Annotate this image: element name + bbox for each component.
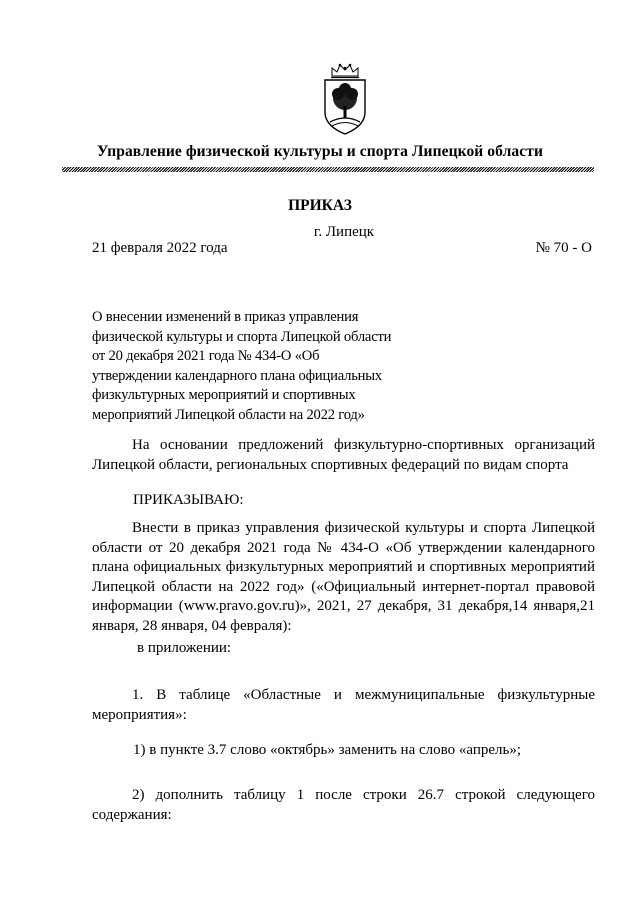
order-heading: ПРИКАЗЫВАЮ:	[133, 492, 244, 508]
organization-name: Управление физической культуры и спорта Липецкой области	[97, 143, 543, 160]
in-appendix-line: в приложении:	[137, 640, 232, 656]
amendment-paragraph: Внести в приказ управления физической культуры и спорта Липецкой области от 20 декабря 2021 года № 434-О «Об утверждении календарного плана официальных физкультурных мероприятий и спортивных мероприятий Липецкой области на 2022 год» («Официальный интернет-портал правовой информации (www.pravo.gov.ru)», 2021, 27 декабря, 31 декабря,14 января,21 января, 28 января, 04 февраля):	[92, 520, 595, 634]
document-number: № 70 - О	[535, 240, 592, 256]
basis-paragraph: На основании предложений физкультурно-спортивных организаций Липецкой области, региональных спортивных федераций по видам спорта	[92, 437, 595, 473]
coat-of-arms-icon	[318, 62, 372, 136]
document-city: г. Липецк	[313, 224, 375, 240]
document-date: 21 февраля 2022 года	[92, 240, 228, 256]
header-divider	[62, 167, 594, 172]
item-1-subitem-1: 1) в пункте 3.7 слово «октябрь» заменить на слово «апрель»;	[133, 742, 522, 758]
item-2-paragraph: 2) дополнить таблицу 1 после строки 26.7 строкой следующего содержания:	[92, 787, 595, 823]
item-1-paragraph: 1. В таблице «Областные и межмуниципальные физкультурные мероприятия»:	[92, 687, 595, 723]
document-type: ПРИКАЗ	[288, 197, 352, 214]
document-subject: О внесении изменений в приказ управления физической культуры и спорта Липецкой области от 20 декабря 2021 года № 434-О «Об утверждении календарного плана официальных физкультурных мероприятий и спортивных мероприятий Липецкой области на 2022 год»	[92, 309, 392, 423]
